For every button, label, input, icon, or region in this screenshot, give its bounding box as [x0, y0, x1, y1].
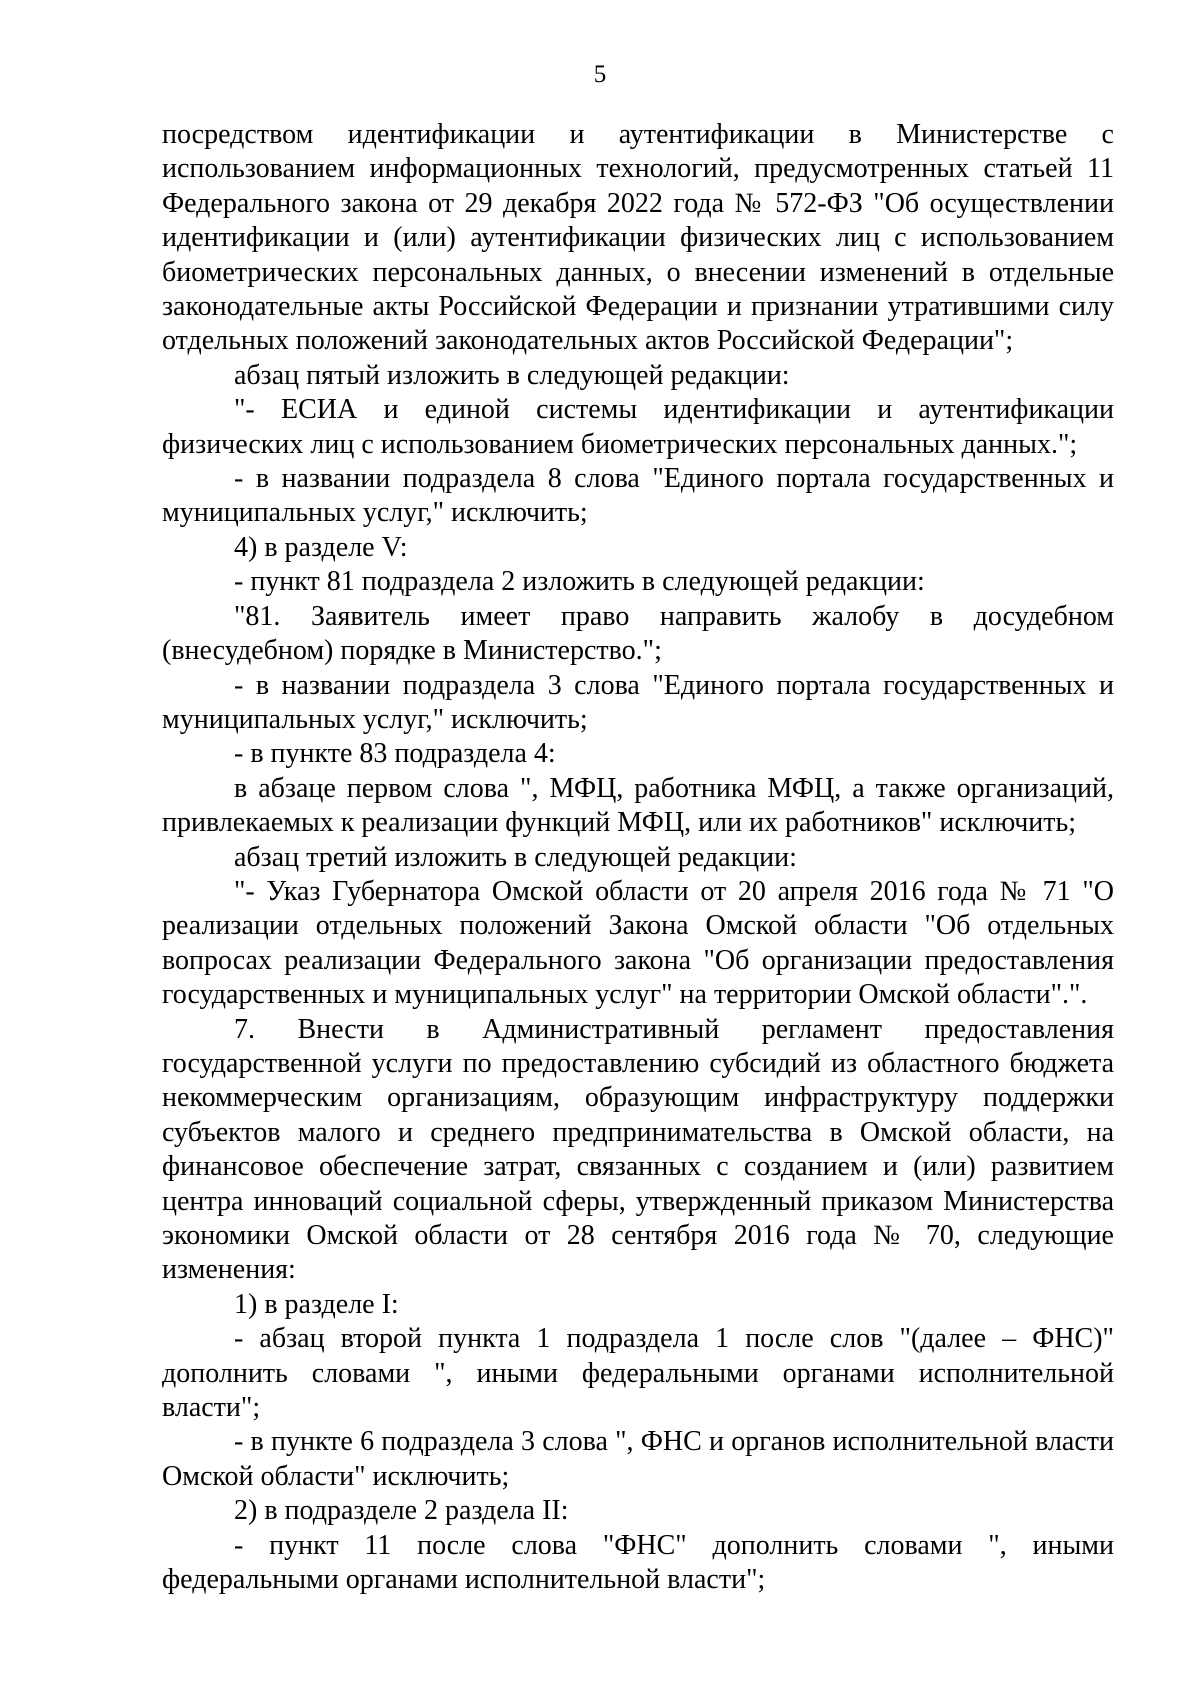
paragraph: "81. Заявитель имеет право направить жалобу в досудебном (внесудебном) порядке в Министерство.";: [162, 600, 1114, 667]
paragraph: 1) в разделе I:: [234, 1288, 399, 1320]
paragraph: абзац пятый изложить в следующей редакции:: [234, 359, 790, 391]
paragraph: абзац третий изложить в следующей редакции:: [234, 841, 797, 873]
paragraph: "- Указ Губернатора Омской области от 20 апреля 2016 года № 71 "О реализации отдельных положений Закона Омской области "Об отдельных вопросах реализации Федерального закона "Об организации предоставления государственных и муниципальных услуг" на территории Омской области".".: [162, 875, 1114, 1011]
paragraph: в абзаце первом слова ", МФЦ, работника МФЦ, а также организаций, привлекаемых к реализации функций МФЦ, или их работников" исключить;: [162, 772, 1114, 839]
paragraph: - пункт 11 после слова "ФНС" дополнить словами ", иными федеральными органами исполнительной власти";: [162, 1529, 1114, 1596]
paragraph: - в пункте 83 подраздела 4:: [234, 738, 556, 770]
paragraph: - в пункте 6 подраздела 3 слова ", ФНС и органов исполнительной власти Омской области" исключить;: [162, 1426, 1114, 1492]
document-body: [162, 118, 1114, 1597]
paragraph: 2) в подразделе 2 раздела II:: [234, 1495, 569, 1527]
paragraph: посредством идентификации и аутентификации в Министерстве с использованием информационных технологий, предусмотренных статьей 11 Федерального закона от 29 декабря 2022 года № 572-ФЗ "Об осуществлении идентификации и (или) аутентификации физических лиц с использованием биометрических персональных данных, о внесении изменений в отдельные законодательные акты Российской Федерации и признании утратившими силу отдельных положений законодательных актов Российской Федерации";: [162, 119, 1114, 357]
paragraph: "- ЕСИА и единой системы идентификации и аутентификации физических лиц с использованием биометрических персональных данных.";: [162, 394, 1114, 460]
paragraph: - абзац второй пункта 1 подраздела 1 после слов "(далее – ФНС)" дополнить словами ", иными федеральными органами исполнительной власти";: [162, 1323, 1114, 1424]
paragraph: - в названии подраздела 3 слова "Единого портала государственных и муниципальных услуг," исключить;: [162, 669, 1114, 735]
paragraph: 4) в разделе V:: [234, 531, 408, 563]
paragraph: 7. Внести в Административный регламент предоставления государственной услуги по предоставлению субсидий из областного бюджета некоммерческим организациям, образующим инфраструктуру поддержки субъектов малого и среднего предпринимательства в Омской области, на финансовое обеспечение затрат, связанных с созданием и (или) развитием центра инноваций социальной сферы, утвержденный приказом Министерства экономики Омской области от 28 сентября 2016 года № 70, следующие изменения:: [162, 1013, 1114, 1286]
page-number: 5: [593, 61, 607, 88]
paragraph: - пункт 81 подраздела 2 изложить в следующей редакции:: [234, 566, 925, 598]
paragraph: - в названии подраздела 8 слова "Единого портала государственных и муниципальных услуг," исключить;: [162, 463, 1114, 529]
